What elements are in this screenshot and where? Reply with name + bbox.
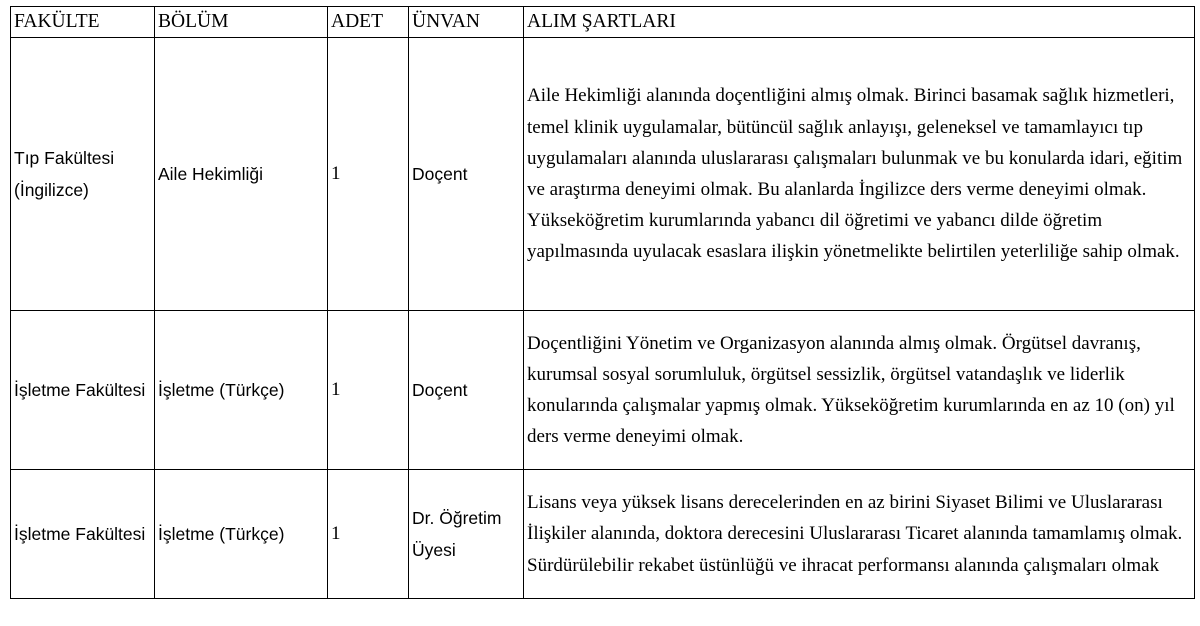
cell-title: Doçent [409, 311, 524, 470]
academic-positions-table [10, 6, 1195, 599]
requirements-text: Doçentliğini Yönetim ve Organizasyon alanında almış olmak. Örgütsel davranış, kurumsal sosyal sorumluluk, örgütsel sessizlik, örgütsel vatandaşlık ve liderlik konularında çalışmalar yapmış olmak. Yükseköğretim kurumlarında en az 10 (on) yıl ders verme deneyimi olmak. [527, 332, 1175, 448]
table-row [11, 470, 1195, 599]
header-faculty: FAKÜLTE [11, 7, 155, 38]
requirements-text: Aile Hekimliği alanında doçentliğini almış olmak. Birinci basamak sağlık hizmetleri, temel klinik uygulamalar, bütüncül sağlık anlayışı, geleneksel ve tamamlayıcı tıp uygulamaları alanında uluslararası çalışmaları bulunmak ve bu konularda idari, eğitim ve araştırma deneyimi olmak. Bu alanlarda İngilizce ders verme deneyimi olmak. Yükseköğretim kurumlarında yabancı dil öğretimi ve yabancı dilde öğretim yapılmasında uyulacak esaslara ilişkin yönetmelikte belirtilen yeterliliğe sahip olmak. [527, 85, 1183, 263]
document-page [10, 6, 1194, 599]
cell-requirements [524, 38, 1195, 311]
table-row [11, 38, 1195, 311]
cell-department: İşletme (Türkçe) [155, 311, 328, 470]
header-title: ÜNVAN [409, 7, 524, 38]
cell-faculty: İşletme Fakültesi [11, 470, 155, 599]
cell-requirements [524, 470, 1195, 599]
cell-count: 1 [328, 470, 409, 599]
header-department: BÖLÜM [155, 7, 328, 38]
table-row [11, 311, 1195, 470]
cell-title: Dr. Öğretim Üyesi [409, 470, 524, 599]
requirements-text: Lisans veya yüksek lisans derecelerinden en az birini Siyaset Bilimi ve Uluslararası İlişkiler alanında, doktora derecesini Uluslararası Ticaret alanında tamamlamış olmak. Sürdürülebilir rekabet üstünlüğü ve ihracat performansı alanında çalışmaları olmak [527, 492, 1183, 576]
cell-department: İşletme (Türkçe) [155, 470, 328, 599]
cell-department: Aile Hekimliği [155, 38, 328, 311]
cell-title: Doçent [409, 38, 524, 311]
cell-requirements [524, 311, 1195, 470]
header-count: ADET [328, 7, 409, 38]
header-requirements: ALIM ŞARTLARI [524, 7, 1195, 38]
cell-count: 1 [328, 38, 409, 311]
cell-faculty: İşletme Fakültesi [11, 311, 155, 470]
cell-faculty: Tıp Fakültesi (İngilizce) [11, 38, 155, 311]
cell-count: 1 [328, 311, 409, 470]
table-header-row [11, 7, 1195, 38]
